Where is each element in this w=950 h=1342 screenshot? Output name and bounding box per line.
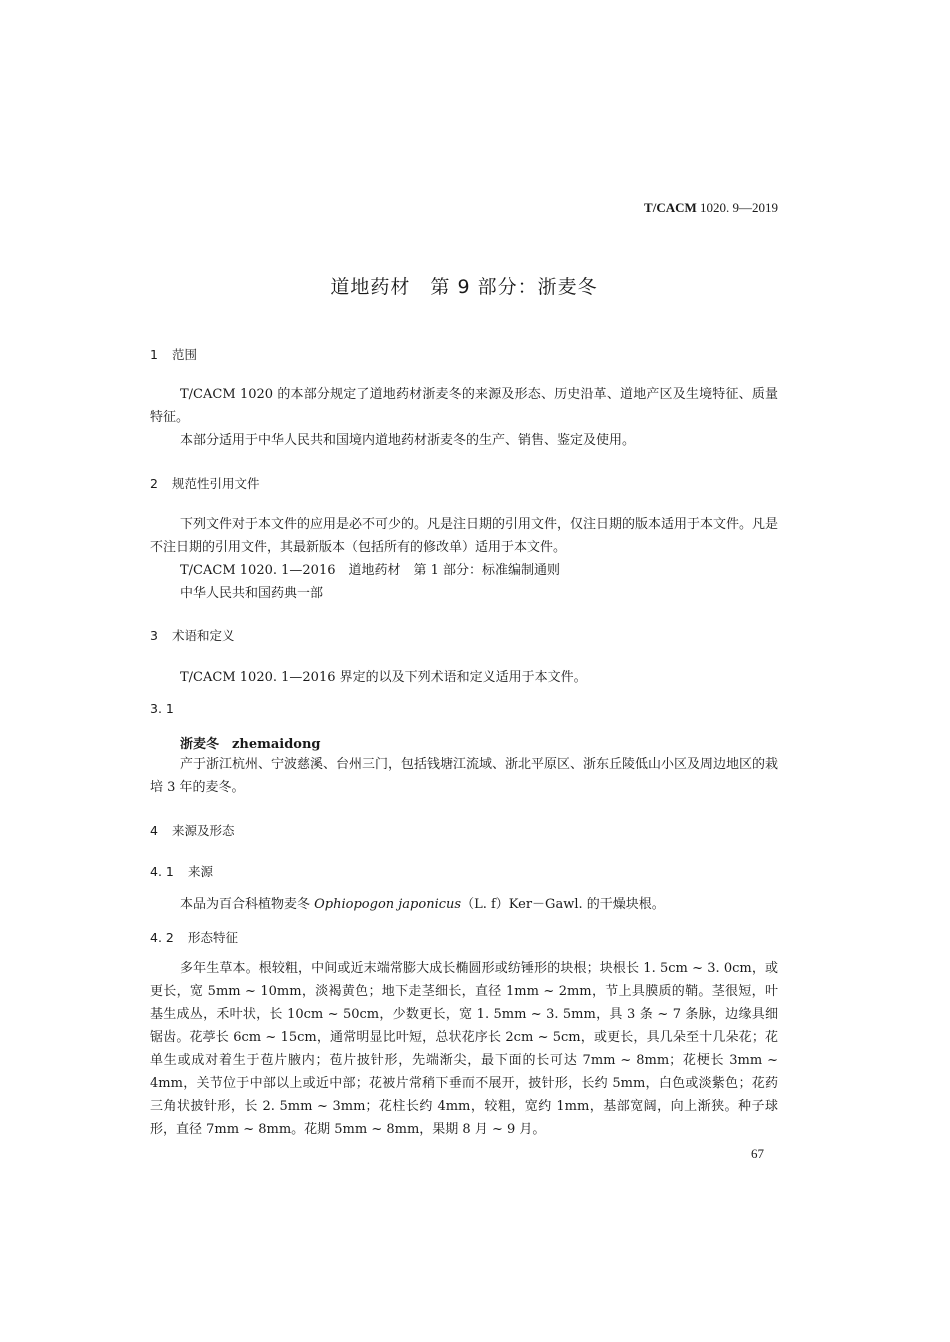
subsection-4-2-number: 4. 2 [150, 930, 174, 945]
term-definition: 产于浙江杭州、宁波慈溪、台州三门，包括钱塘江流域、浙北平原区、浙东丘陵低山小区及周边地区的栽培 3 年的麦冬。 [150, 757, 779, 795]
section-1-paragraph-2: 本部分适用于中华人民共和国境内道地药材浙麦冬的生产、销售、鉴定及使用。 [180, 433, 636, 448]
section-4-number: 4 [150, 823, 158, 838]
page-title: 道地药材 第 9 部分：浙麦冬 [330, 276, 598, 298]
section-3-title: 术语和定义 [172, 628, 235, 643]
subsection-4-2-title: 形态特征 [188, 930, 239, 945]
section-1-paragraph-1: T/CACM 1020 的本部分规定了道地药材浙麦冬的来源及形态、历史沿革、道地产区及生境特征、质量特征。 [150, 387, 778, 425]
source-text-post: （L. f）Ker－Gawl. 的干燥块根。 [461, 897, 665, 912]
section-3-number: 3 [150, 628, 158, 643]
section-4-heading [150, 821, 235, 839]
subsection-4-2-heading [150, 928, 238, 946]
page-number: 67 [751, 1146, 764, 1161]
reference-2: 中华人民共和国药典一部 [180, 586, 324, 601]
term-zhemaidong: 浙麦冬 zhemaidong [180, 737, 321, 752]
standard-code-number: 1020. 9—2019 [700, 200, 778, 215]
subsection-4-1-heading [150, 862, 213, 880]
section-3-paragraph-1: T/CACM 1020. 1—2016 界定的以及下列术语和定义适用于本文件。 [180, 670, 587, 685]
section-1-heading [150, 345, 197, 363]
source-text-pre: 本品为百合科植物麦冬 [180, 897, 315, 912]
section-2-number: 2 [150, 476, 158, 491]
section-2-paragraph-1: 下列文件对于本文件的应用是必不可少的。凡是注日期的引用文件，仅注日期的版本适用于本文件。凡是不注日期的引用文件，其最新版本（包括所有的修改单）适用于本文件。 [150, 517, 779, 555]
source-paragraph [180, 893, 665, 912]
morphology-paragraph: 多年生草本。根较粗，中间或近末端常膨大成长椭圆形或纺锤形的块根；块根长 1. 5cm ~ 3. 0cm，或更长，宽 5mm ~ 10mm，淡褐黄色；地下走茎细长，直径 1mm ~ 2mm，节上具膜质的鞘。茎很短，叶基生成丛，禾叶状，长 10cm ~ 50cm，少数更长，宽 1. 5mm ~ 3. 5mm，具 3 条 ~ 7 条脉，边缘具细锯齿。花葶长 6cm ~ 15cm，通常明显比叶短，总状花序长 2cm ~ 5cm，或更长，具几朵至十几朵花；花单生或成对着生于苞片腋内；苞片披针形，先端渐尖，最下面的长可达 7mm ~ 8mm；花梗长 3mm ~ 4mm，关节位于中部以上或近中部；花被片常稍下垂而不展开，披针形，长约 5mm，白色或淡紫色；花药三角状披针形，长 2. 5mm ~ 3mm；花柱长约 4mm，较粗，宽约 1mm，基部宽阔，向上渐狭。种子球形，直径 7mm ~ 8mm。花期 5mm ~ 8mm，果期 8 月 ~ 9 月。 [150, 961, 778, 1137]
standard-code [600, 200, 778, 216]
subsection-3-1-number: 3. 1 [150, 701, 174, 716]
latin-name: Ophiopogon japonicus [314, 897, 462, 912]
section-2-heading [150, 474, 260, 492]
section-2-title: 规范性引用文件 [172, 476, 260, 491]
section-1-number: 1 [150, 347, 158, 362]
standard-code-prefix: T/CACM [644, 200, 697, 215]
section-4-title: 来源及形态 [172, 823, 235, 838]
subsection-4-1-title: 来源 [188, 864, 214, 879]
subsection-4-1-number: 4. 1 [150, 864, 174, 879]
section-1-title: 范围 [172, 347, 198, 362]
reference-1: T/CACM 1020. 1—2016 道地药材 第 1 部分：标准编制通则 [180, 563, 561, 578]
section-3-heading [150, 626, 235, 644]
